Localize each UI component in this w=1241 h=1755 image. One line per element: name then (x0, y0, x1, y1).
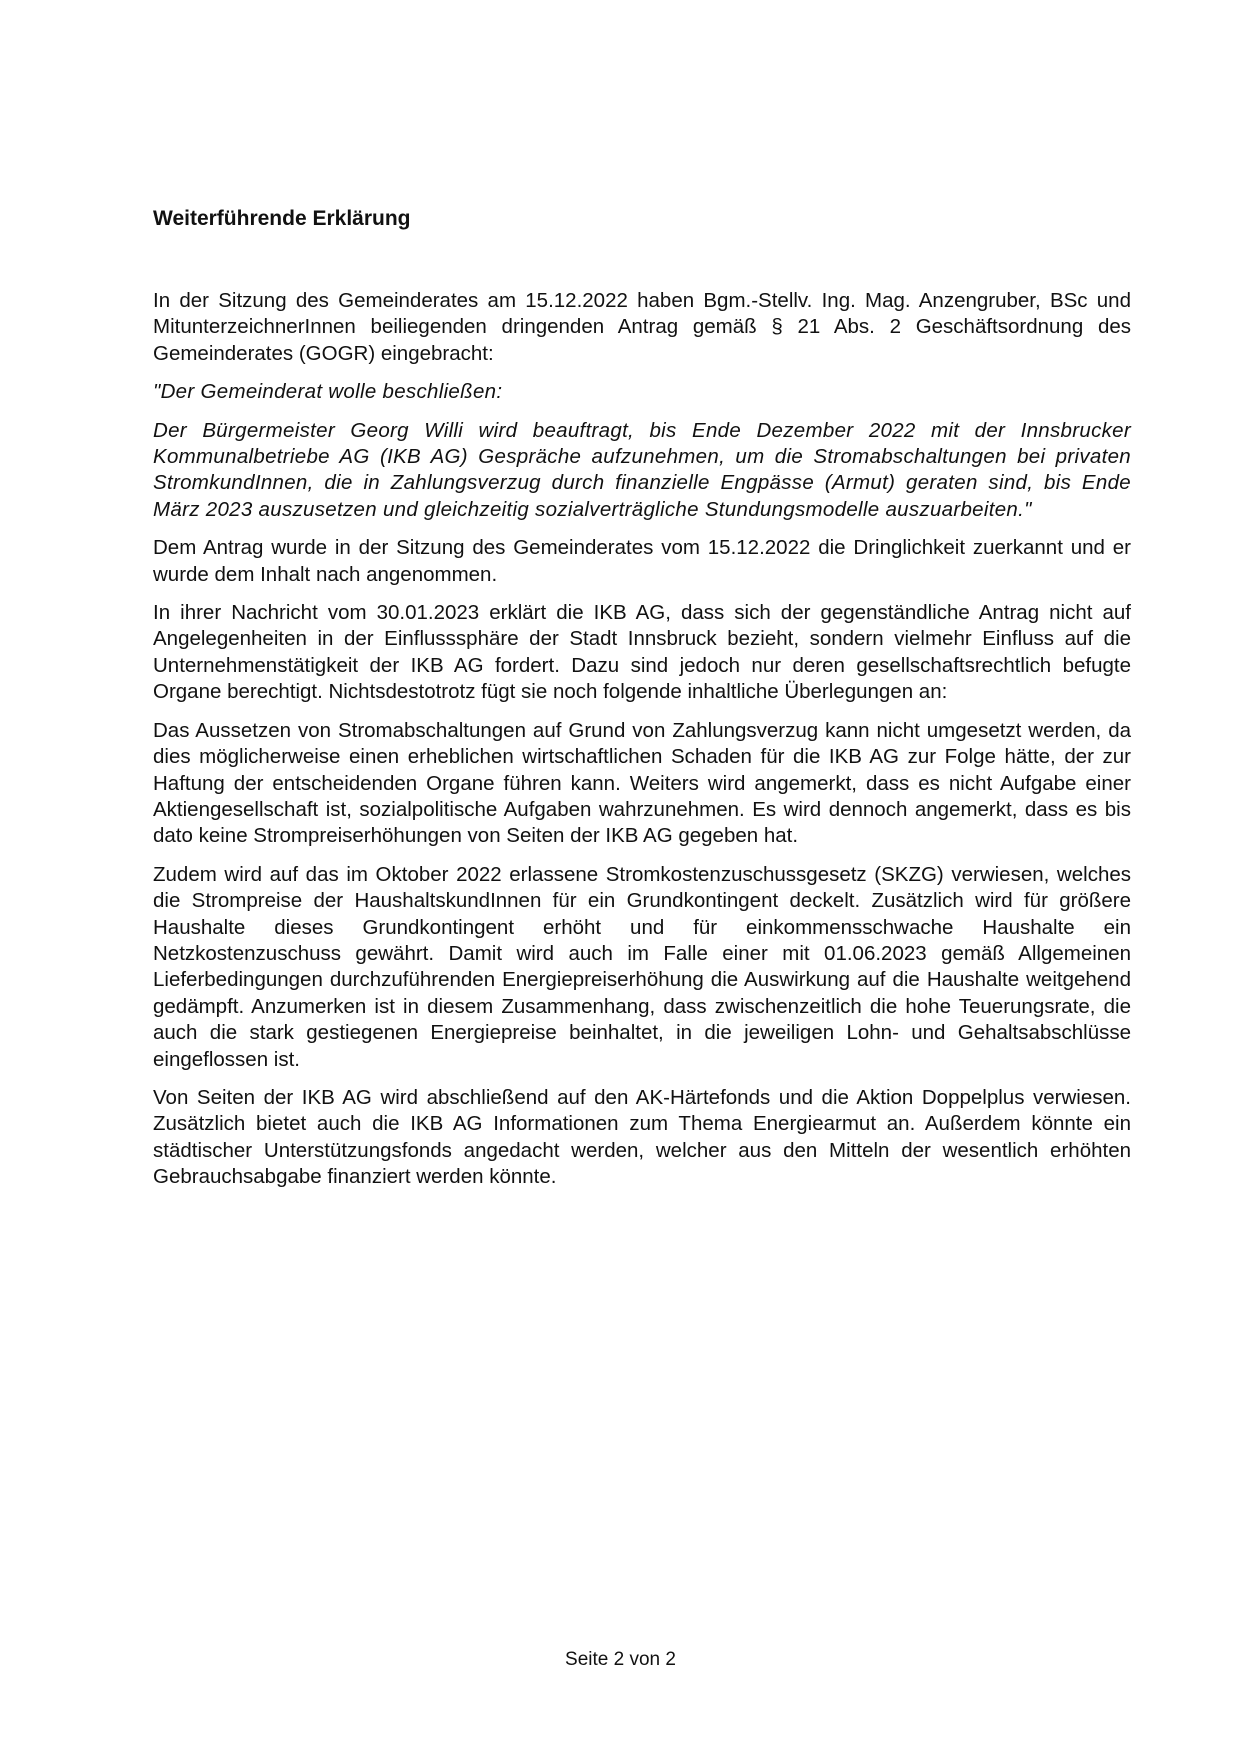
paragraph-quote-opening: "Der Gemeinderat wolle beschließen: (153, 380, 503, 404)
paragraph-urgency: Dem Antrag wurde in der Sitzung des Gemeinderates vom 15.12.2022 die Dringlichkeit zuerkannt und er wurde dem Inhalt nach angenommen. (153, 536, 1131, 586)
paragraph-intro: In der Sitzung des Gemeinderates am 15.12.2022 haben Bgm.-Stellv. Ing. Mag. Anzengruber, BSc und MitunterzeichnerInnen beiliegenden dringenden Antrag gemäß § 21 Abs. 2 Geschäftsordnung des Gemeinderates (GOGR) eingebracht: (153, 289, 1131, 365)
paragraph-quote-motion: Der Bürgermeister Georg Willi wird beauftragt, bis Ende Dezember 2022 mit der Innsbrucker Kommunalbetriebe AG (IKB AG) Gespräche aufzunehmen, um die Stromabschaltungen bei privaten StromkundInnen, die in Zahlungsverzug durch finanzielle Engpässe (Armut) geraten sind, bis Ende März 2023 auszusetzen und gleichzeitig sozialverträgliche Stundungsmodelle auszuarbeiten." (153, 418, 1131, 521)
document-body (153, 206, 1131, 1203)
paragraph-conclusion: Von Seiten der IKB AG wird abschließend auf den AK-Härtefonds und die Aktion Doppelplus verwiesen. Zusätzlich bietet auch die IKB AG Informationen zum Thema Energiearmut an. Außerdem könnte ein städtischer Unterstützungsfonds angedacht werden, welcher aus den Mitteln der wesentlich erhöhten Gebrauchsabgabe finanziert werden könnte. (153, 1085, 1131, 1189)
paragraph-ikb-message: In ihrer Nachricht vom 30.01.2023 erklärt die IKB AG, dass sich der gegenständliche Antrag nicht auf Angelegenheiten in der Einflusssphäre der Stadt Innsbruck bezieht, sondern vielmehr Einfluss auf die Unternehmenstätigkeit der IKB AG fordert. Dazu sind jedoch nur deren gesellschaftsrechtlich befugte Organe berechtigt. Nichtsdestotrotz fügt sie noch folgende inhaltliche Überlegungen an: (153, 601, 1131, 704)
paragraph-suspension: Das Aussetzen von Stromabschaltungen auf Grund von Zahlungsverzug kann nicht umgesetzt werden, da dies möglicherweise einen erheblichen wirtschaftlichen Schaden für die IKB AG zur Folge hätte, der zur Haftung der entscheidenden Organe führen kann. Weiters wird angemerkt, dass es nicht Aufgabe einer Aktiengesellschaft ist, sozialpolitische Aufgaben wahrzunehmen. Es wird dennoch angemerkt, dass es bis dato keine Strompreiserhöhungen von Seiten der IKB AG gegeben hat. (153, 718, 1131, 848)
document-heading: Weiterführende Erklärung (153, 207, 411, 230)
paragraph-skzg: Zudem wird auf das im Oktober 2022 erlassene Stromkostenzuschussgesetz (SKZG) verwiesen, welches die Strompreise der HaushaltskundInnen für ein Grundkontingent deckelt. Zusätzlich wird für größere Haushalte dieses Grundkontingent erhöht und für einkommensschwache Haushalte ein Netzkostenzuschuss gewährt. Damit wird auch im Falle einer mit 01.06.2023 gemäß Allgemeinen Lieferbedingungen durchzuführenden Energiepreiserhöhung die Auswirkung auf die Haushalte weitgehend gedämpft. Anzumerken ist in diesem Zusammenhang, dass zwischenzeitlich die hohe Teuerungsrate, die auch die stark gestiegenen Energiepreise beinhaltet, in die jeweiligen Lohn- und Gehaltsabschlüsse eingeflossen ist. (153, 862, 1131, 1071)
page-number-footer: Seite 2 von 2 (565, 1649, 676, 1670)
